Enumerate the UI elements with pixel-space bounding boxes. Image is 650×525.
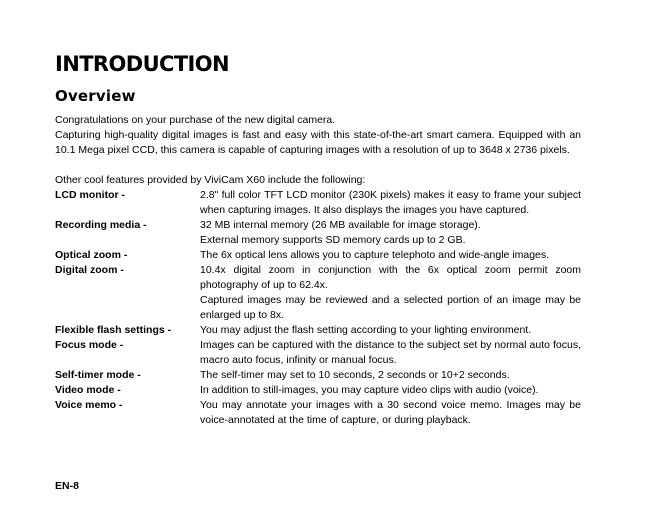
intro-paragraph: Capturing high-quality digital images is fast and easy with this state-of-the-art smart camera. Equipped with an 10.1 Mega pixel CCD, this camera is capable of capturing images with a resolution of up to 3648 x 2736 pixels.: [55, 129, 581, 156]
feature-description: [200, 398, 581, 428]
feature-description-line: The self-timer may set to 10 seconds, 2 seconds or 10+2 seconds.: [200, 369, 510, 381]
feature-item: [55, 248, 581, 263]
feature-description-line: Images can be captured with the distance to the subject set by normal auto focus, macro auto focus, infinity or manual focus.: [200, 339, 581, 366]
feature-label: Digital zoom -: [55, 264, 124, 276]
feature-description: [200, 263, 581, 323]
feature-item: [55, 188, 581, 218]
feature-description-line: 2.8" full color TFT LCD monitor (230K pixels) makes it easy to frame your subject when capturing images. It also displays the images you have captured.: [200, 189, 581, 216]
page-body: [55, 113, 581, 428]
feature-description: [200, 218, 581, 248]
feature-description-line: External memory supports SD memory cards up to 2 GB.: [200, 234, 466, 246]
feature-label: Focus mode -: [55, 339, 124, 351]
feature-label: LCD monitor -: [55, 189, 125, 201]
feature-label: Video mode -: [55, 384, 121, 396]
feature-label: Voice memo -: [55, 399, 123, 411]
feature-item: [55, 263, 581, 323]
page-title: INTRODUCTION: [55, 52, 229, 76]
feature-label: Recording media -: [55, 219, 147, 231]
feature-description-line: You may adjust the flash setting according to your lighting environment.: [200, 324, 532, 336]
feature-item: [55, 398, 581, 428]
feature-item: [55, 323, 581, 338]
feature-item: [55, 383, 581, 398]
feature-item: [55, 368, 581, 383]
feature-description-line: Captured images may be reviewed and a selected portion of an image may be enlarged up to 8x.: [200, 294, 581, 321]
feature-description: [200, 188, 581, 218]
paragraph-spacer: [55, 158, 581, 173]
feature-description: [200, 383, 581, 398]
feature-list: [55, 188, 581, 428]
feature-description: [200, 368, 581, 383]
feature-description: [200, 248, 581, 263]
feature-label: Flexible flash settings -: [55, 324, 172, 336]
features-intro: Other cool features provided by ViviCam X60 include the following:: [55, 174, 366, 186]
feature-description: [200, 338, 581, 368]
feature-label: Self-timer mode -: [55, 369, 141, 381]
feature-label: Optical zoom -: [55, 249, 128, 261]
intro-paragraph: Congratulations on your purchase of the new digital camera.: [55, 114, 336, 126]
feature-description-line: 32 MB internal memory (26 MB available for image storage).: [200, 219, 481, 231]
feature-description-line: You may annotate your images with a 30 second voice memo. Images may be voice-annotated at the time of capture, or during playback.: [200, 399, 581, 426]
section-title: Overview: [55, 87, 136, 105]
feature-description: [200, 323, 581, 338]
feature-item: [55, 338, 581, 368]
feature-description-line: The 6x optical lens allows you to capture telephoto and wide-angle images.: [200, 249, 550, 261]
feature-description-line: 10.4x digital zoom in conjunction with the 6x optical zoom permit zoom photography of up to 62.4x.: [200, 264, 581, 291]
page-number: EN-8: [55, 480, 79, 492]
feature-description-line: In addition to still-images, you may capture video clips with audio (voice).: [200, 384, 539, 396]
feature-item: [55, 218, 581, 248]
